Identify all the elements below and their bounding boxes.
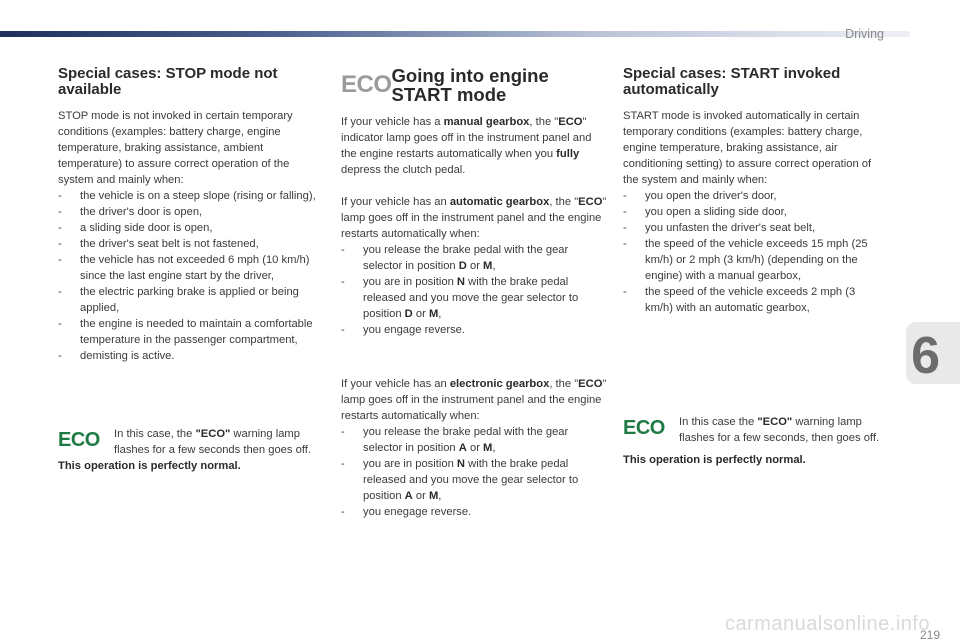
start-invoked-title: Special cases: START invoked automatically [623, 65, 841, 98]
column-start-mode [341, 66, 609, 520]
eco-note [58, 426, 320, 458]
automatic-gearbox-paragraph: If your vehicle has an automatic gearbox, the "ECO" lamp goes off in the instrument panel and the engine restarts automatically when: [341, 196, 607, 240]
list-item: - you engage reverse. [341, 322, 609, 338]
list-item: - the vehicle has not exceeded 6 mph (10 km/h) since the last engine start by the driver, [58, 252, 320, 284]
start-invoked-intro: START mode is invoked automatically in certain temporary conditions (examples: battery charge, engine temperature, braking assistance, air conditioning setting) to assure correct operation of the system and mainly when: [623, 110, 872, 186]
list-item: - you open the driver's door, [623, 188, 885, 204]
start-mode-title: Going into engine START mode [391, 65, 549, 105]
eco-warning-icon: ECO [623, 417, 665, 439]
header-rule [0, 31, 910, 37]
eco-note-text: In this case, the "ECO" warning lamp flashes for a few seconds then goes off. [114, 428, 311, 456]
start-conditions-list [623, 188, 885, 316]
list-item: - the engine is needed to maintain a comfortable temperature in the passenger compartment, [58, 316, 320, 348]
normal-operation-text: This operation is perfectly normal. [58, 460, 241, 472]
eco-note-text: In this case the "ECO" warning lamp flashes for a few seconds, then goes off. [679, 416, 880, 444]
stop-conditions-list [58, 188, 320, 364]
normal-operation-text: This operation is perfectly normal. [623, 454, 806, 466]
list-item: - the vehicle is on a steep slope (rising or falling), [58, 188, 320, 204]
list-item: - you are in position N with the brake pedal released and you move the gear selector to position D or M, [341, 274, 609, 322]
electronic-gearbox-list [341, 424, 609, 520]
section-label: Driving [845, 27, 884, 41]
watermark: carmanualsonline.info [724, 613, 930, 635]
list-item: - the electric parking brake is applied or being applied, [58, 284, 320, 316]
electronic-gearbox-paragraph: If your vehicle has an electronic gearbox, the "ECO" lamp goes off in the instrument panel and the engine restarts automatically when: [341, 378, 607, 422]
list-item: - the speed of the vehicle exceeds 2 mph (3 km/h) with an automatic gearbox, [623, 284, 885, 316]
list-item: - you enegage reverse. [341, 504, 609, 520]
start-mode-heading [341, 66, 609, 104]
list-item: - you release the brake pedal with the gear selector in position D or M, [341, 242, 609, 274]
eco-warning-icon: ECO [58, 429, 100, 451]
list-item: - you unfasten the driver's seat belt, [623, 220, 885, 236]
stop-not-available-title: Special cases: STOP mode not available [58, 65, 278, 98]
column-start-invoked [623, 66, 885, 468]
manual-gearbox-paragraph: If your vehicle has a manual gearbox, the "ECO" indicator lamp goes off in the instrument panel and the engine restarts automatically when you fully depress the clutch pedal. [341, 116, 592, 176]
automatic-gearbox-list [341, 242, 609, 338]
list-item: - you release the brake pedal with the gear selector in position A or M, [341, 424, 609, 456]
list-item: - the driver's door is open, [58, 204, 320, 220]
list-item: - demisting is active. [58, 348, 320, 364]
list-item: - you open a sliding side door, [623, 204, 885, 220]
chapter-number: 6 [911, 327, 940, 385]
list-item: - the speed of the vehicle exceeds 15 mph (25 km/h) or 2 mph (3 km/h) (depending on the engine) with a manual gearbox, [623, 236, 885, 284]
list-item: - you are in position N with the brake pedal released and you move the gear selector to position A or M, [341, 456, 609, 504]
page-number: 219 [919, 628, 940, 642]
list-item: - the driver's seat belt is not fastened, [58, 236, 320, 252]
column-stop-not-available [58, 66, 320, 474]
eco-note [623, 414, 885, 446]
stop-not-available-intro: STOP mode is not invoked in certain temporary conditions (examples: battery charge, engine temperature, braking assistance, ambient temperature) to assure correct operation of the system and mainly when: [58, 110, 293, 186]
eco-icon: ECO [341, 71, 392, 98]
list-item: - a sliding side door is open, [58, 220, 320, 236]
